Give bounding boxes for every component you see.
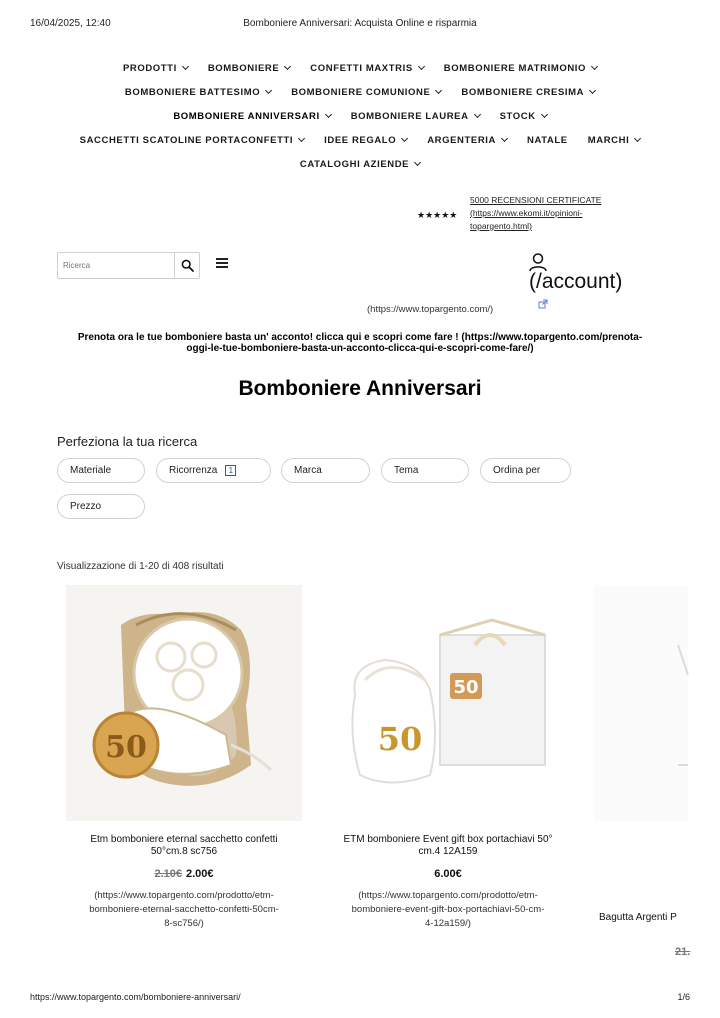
- print-date: 16/04/2025, 12:40: [30, 18, 111, 29]
- print-header: [30, 18, 690, 32]
- product-old-price: 2.10€: [154, 868, 182, 880]
- reviews-link-line: 5000 RECENSIONI CERTIFICATE: [470, 195, 602, 205]
- nav-item-label: NATALE: [527, 134, 568, 146]
- nav-row: [0, 128, 720, 152]
- filter-marca[interactable]: [281, 458, 370, 483]
- results-count: Visualizzazione di 1-20 di 408 risultati: [57, 561, 224, 572]
- svg-text:50: 50: [377, 720, 423, 758]
- nav-item-bomboniere-battesimo[interactable]: [115, 87, 281, 98]
- nav-item-label: BOMBONIERE CRESIMA: [461, 86, 585, 98]
- nav-item-marchi[interactable]: [578, 135, 651, 146]
- nav-item-label: BOMBONIERE ANNIVERSARI: [173, 110, 320, 122]
- filter-prezzo[interactable]: [57, 494, 145, 519]
- chevron-down-icon: [474, 111, 481, 118]
- reviews-badge: [417, 194, 617, 234]
- filter-tema[interactable]: [381, 458, 469, 483]
- print-footer: [30, 992, 690, 1006]
- svg-text:50: 50: [105, 730, 147, 765]
- chevron-down-icon: [401, 135, 408, 142]
- nav-item-bomboniere-anniversari[interactable]: [163, 111, 340, 122]
- product-name[interactable]: [324, 834, 572, 858]
- nav-item-label: MARCHI: [587, 134, 630, 146]
- search-input[interactable]: [58, 253, 176, 278]
- product-price: [330, 868, 566, 880]
- nav-item-label: ARGENTERIA: [427, 134, 497, 146]
- nav-row: [0, 80, 720, 104]
- nav-item-natale[interactable]: [517, 135, 578, 146]
- nav-item-cataloghi-aziende[interactable]: [290, 159, 430, 170]
- nav-item-prodotti[interactable]: [113, 63, 198, 74]
- filter-count-badge: 1: [225, 465, 236, 476]
- print-page-title: Bomboniere Anniversari: Acquista Online e risparmia: [243, 18, 477, 29]
- nav-item-bomboniere-matrimonio[interactable]: [434, 63, 607, 74]
- product-name-line: Etm bomboniere eternal sacchetto confetti: [90, 834, 278, 845]
- nav-row: [0, 152, 720, 176]
- chevron-down-icon: [298, 135, 305, 142]
- external-link-icon: [538, 299, 548, 309]
- search-button[interactable]: [174, 253, 199, 278]
- nav-item-label: STOCK: [499, 110, 536, 122]
- account-link[interactable]: (/account): [529, 270, 623, 293]
- home-link[interactable]: (https://www.topargento.com/): [367, 304, 494, 315]
- product-image[interactable]: [330, 585, 566, 821]
- nav-item-bomboniere-laurea[interactable]: [341, 111, 490, 122]
- promo-line: oggi-le-tue-bomboniere-basta-un-acconto-clicca-qui-e-scopri-come-fare/): [186, 343, 534, 354]
- main-nav: [0, 56, 720, 176]
- nav-item-stock[interactable]: [490, 111, 557, 122]
- product-current-price: 6.00€: [434, 868, 462, 880]
- filter-label: Tema: [394, 465, 419, 476]
- chevron-down-icon: [541, 111, 548, 118]
- user-icon[interactable]: [528, 252, 548, 272]
- nav-item-label: IDEE REGALO: [324, 134, 397, 146]
- promo-banner[interactable]: [60, 332, 660, 354]
- product-link[interactable]: [324, 889, 572, 931]
- product-image[interactable]: [594, 585, 688, 821]
- reviews-link-line: topargento.html): [470, 221, 532, 231]
- nav-item-label: BOMBONIERE LAUREA: [350, 110, 469, 122]
- filter-materiale[interactable]: [57, 458, 145, 483]
- nav-item-label: CONFETTI MAXTRIS: [310, 62, 413, 74]
- nav-item-label: BOMBONIERE MATRIMONIO: [443, 62, 587, 74]
- nav-item-label: BOMBONIERE BATTESIMO: [124, 86, 261, 98]
- product-url-line: (https://www.topargento.com/prodotto/etm-: [358, 890, 538, 901]
- chevron-down-icon: [414, 159, 421, 166]
- product-name-line: cm.4 12A159: [418, 846, 478, 857]
- product-old-price: 21.: [675, 946, 691, 958]
- product-name-line: 50°cm.8 sc756: [150, 846, 218, 857]
- nav-item-label: CATALOGHI AZIENDE: [299, 158, 410, 170]
- filter-label: Materiale: [70, 465, 112, 476]
- chevron-down-icon: [589, 87, 596, 94]
- nav-item-bomboniere-cresima[interactable]: [451, 87, 605, 98]
- nav-item-label: BOMBONIERE: [207, 62, 280, 74]
- print-url: https://www.topargento.com/bomboniere-anniversari/: [30, 992, 241, 1002]
- search-icon: [181, 259, 194, 272]
- nav-item-label: SACCHETTI SCATOLINE PORTACONFETTI: [79, 134, 294, 146]
- filter-label: Prezzo: [70, 501, 102, 512]
- refine-title: Perfeziona la tua ricerca: [57, 434, 198, 449]
- rating-stars: ★★★★★: [417, 210, 458, 220]
- product-name-line: ETM bomboniere Event gift box portachiavi 50°: [343, 834, 553, 845]
- reviews-link[interactable]: [470, 194, 620, 233]
- filter-label: Ordina per: [493, 465, 541, 476]
- product-url-line: bomboniere-eternal-sacchetto-confetti-50cm-: [89, 904, 279, 915]
- nav-item-argenteria[interactable]: [417, 135, 517, 146]
- filter-label: Ricorrenza: [169, 465, 218, 476]
- chevron-down-icon: [284, 63, 291, 70]
- product-url-line: 4-12a159/): [425, 918, 471, 929]
- chevron-down-icon: [435, 87, 442, 94]
- filter-ricorrenza[interactable]: [156, 458, 271, 483]
- product-name[interactable]: [60, 834, 308, 858]
- nav-item-idee-regalo[interactable]: [314, 135, 417, 146]
- filter-ordina-per[interactable]: [480, 458, 571, 483]
- product-current-price: 2.00€: [186, 868, 214, 880]
- nav-item-confetti-maxtris[interactable]: [300, 63, 434, 74]
- chevron-down-icon: [591, 63, 598, 70]
- menu-icon[interactable]: [216, 258, 228, 268]
- chevron-down-icon: [325, 111, 332, 118]
- promo-line: Prenota ora le tue bomboniere basta un' acconto! clicca qui e scopri come fare ! (https://www.topargento.com/prenota-: [77, 332, 643, 343]
- nav-row: [0, 104, 720, 128]
- chevron-down-icon: [634, 135, 641, 142]
- product-url-line: 8-sc756/): [164, 918, 204, 929]
- chevron-down-icon: [501, 135, 508, 142]
- nav-item-bomboniere[interactable]: [198, 63, 300, 74]
- product-image[interactable]: [66, 585, 302, 821]
- product-name[interactable]: Bagutta Argenti P: [599, 912, 677, 923]
- svg-text:50: 50: [453, 677, 479, 698]
- search-form: [57, 252, 200, 279]
- nav-row: [0, 56, 720, 80]
- product-url-line: (https://www.topargento.com/prodotto/etm-: [94, 890, 274, 901]
- product-link[interactable]: [60, 889, 308, 931]
- product-card: [594, 585, 691, 965]
- nav-item-label: PRODOTTI: [122, 62, 177, 74]
- filter-label: Marca: [294, 465, 322, 476]
- nav-item-label: BOMBONIERE COMUNIONE: [291, 86, 431, 98]
- product-price: [66, 868, 302, 880]
- chevron-down-icon: [265, 87, 272, 94]
- page-title: Bomboniere Anniversari: [238, 377, 482, 400]
- nav-item-bomboniere-comunione[interactable]: [281, 87, 451, 98]
- reviews-link-line: (https://www.ekomi.it/opinioni-: [470, 208, 583, 218]
- nav-item-sacchetti-scatoline[interactable]: [70, 135, 315, 146]
- print-page-number: 1/6: [677, 992, 690, 1002]
- product-url-line: bomboniere-event-gift-box-portachiavi-50-cm-: [351, 904, 545, 915]
- chevron-down-icon: [182, 63, 189, 70]
- chevron-down-icon: [418, 63, 425, 70]
